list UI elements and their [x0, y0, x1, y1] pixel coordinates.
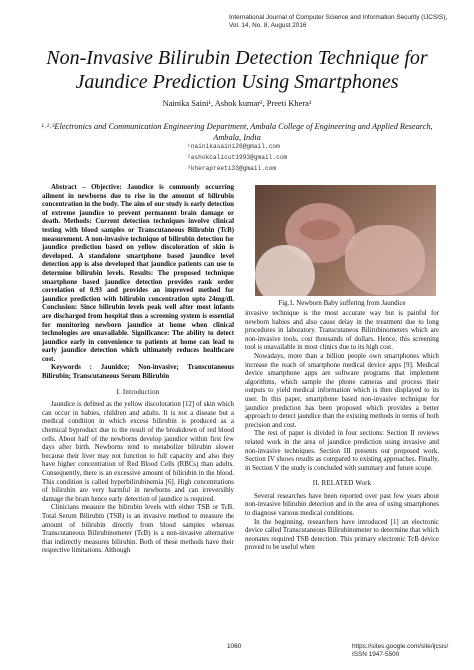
section-heading-related-work: II. RELATED Work — [312, 480, 372, 488]
footer-issn: ISSN 1947-5500 — [352, 651, 400, 659]
right-column — [245, 310, 439, 553]
section-heading-introduction: I. Introduction — [116, 388, 160, 396]
page-number: 1060 — [227, 643, 242, 650]
related-paragraph-2: In the beginning, researchers have introduced [1] an electronic device called Transcutaneous Bilirubinometer to determine that which neonates required TSB detection. This primary electronic TcB device proved to be useful when — [245, 518, 439, 552]
journal-name: International Journal of Computer Science and Information Security (IJCSIS), — [229, 14, 448, 21]
authors: Nainika Saini¹, Ashok kumar², Preeti Khera³ — [162, 99, 312, 108]
right-paragraph-3: The rest of paper is divided in four sections: Section II reviews related work in the area of jaundice prediction using invasive and non-invasive techniques. Section III presents our proposed work. Section IV shows results as compared to existing approaches. Finally, in Section V the study is concluded with summary and future scope. — [245, 430, 439, 472]
affiliation: ¹˒²˒³Electronics and Communication Engineering Department, Ambala College of Engineering and Applied Research, Ambala, India — [41, 122, 433, 142]
keywords: Keywords : Jaunidce; Non-invasive; Transcutaneous Bilirubin; Transcutaneous Serum Bilirubin — [42, 364, 234, 381]
intro-paragraph-2: Clinicians measure the bilirubin levels with either TSB or TcB. Total Serum Bilirubin (TSB) is an invasive method to measure the amount of bilirubin directly from blood samples whereas Transcutaneous Bilirubinometer (TcB) is a non-invasive alternative that indirectly measures bilirubin. Both of these methods have their respective limitations. Although — [42, 504, 234, 555]
abstract: Abstract – Objective: Jaundice is commonly occurring ailment in newborns due to rise in the amount of bilirubin concentration in the body. The aim of our study is early detection of extreme jaundice to prevent permanent brain damage or death. Methods: Current detection techniques involve clinical testing with blood samples or Transcutaneous Bilirubin (TcB) measurement. A non-invasive technique of bilirubin detection for jaundice prediction based on yellow discoloration of skin is developed. A standalone smartphone based jaundice level detection app is also developed that jaundice patients can use to determine bilirubin levels. Results: The proposed technique smartphone based jaundice detection provides rank order correlation of 0.93 and provides an improved method for jaundice prediction with bilirubin concentration upto 24mg/dl. Conclusion: Since bilirubin levels peak well after most infants are discharged from hospital thus a screening system is essential for monitoring newborn jaundice at home when clinical technologies are unavailable. Significance: The ability to detect jaundice early in convenience to patients at home can lead to early jaundice detection which ultimately reduces healthcare cost. — [42, 184, 234, 363]
email-2: ²ashokcalicut1993@gmail.com — [187, 154, 288, 161]
footer-url[interactable]: https://sites.google.com/site/ijcsis/ — [352, 643, 449, 650]
footer — [352, 643, 448, 660]
right-paragraph-2: Nowadays, more than a billion people own smartphones which increase the reach of smartphone medical device apps [9]. Medical device smartphone apps are software programs that implement algorithms, which sample the phone cameras and process their outputs to yield medical information which is then displayed to its user. In this paper, smartphone based non-invasive technique for jaundice prediction has been proposed which provides a better approach to detect jaundice than the existing methods in terms of both precision and cost. — [245, 352, 439, 429]
email-3: ³kherapreeti33@gmail.com — [187, 165, 277, 172]
right-paragraph-1: invasive technique is the most accurate way but is painful for newborn babies and also cause delay in the treatment due to long procedures in laboratory. Transcutaneos Bilirubinometers which are non-invasive tools, cost thousands of dollars. Hence, this screening tool is unavailable in most clinics due to its high cost. — [245, 310, 439, 352]
intro-paragraph-1: Jaundice is defined as the yellow discoloration [12] of skin which can occur in babies, children and adults. It is not a disease but a medical condition in which excess bilirubin is produced as a chemical byproduct due to the result of the breakdown of red blood cells. About half of the newborns develop jaundice within first few days after birth. Newborns tend to metabolize bilirubin slower because their liver may not function to full capacity and also they have higher concentration of Red Blood Cells (RBCs) than adults. Consequently, there is an excessive amount of bilirubin in the blood. This condition is called hyperbilirubinemia [6]. High concentrations of bilirubin are very harmful in newborns and can irreversibly damage the brain hence early detection of jaundice is required. — [42, 401, 234, 503]
paper-title: Non-Invasive Bilirubin Detection Technique for Jaundice Prediction Using Smartphones — [46, 47, 428, 93]
related-paragraph-1: Several researches have been reported over past few years about non-invasive bilirubin detection and in the area of using smartphones to diagnose various medical conditions. — [245, 492, 439, 518]
email-list — [187, 141, 327, 174]
journal-header — [229, 14, 459, 31]
figure-caption: Fig.1. Newborn Baby suffering from Jaundice — [278, 300, 406, 307]
newborn-photo — [255, 185, 436, 296]
email-1: ¹nainikasaini26@gmail.com — [187, 143, 280, 150]
left-column — [42, 184, 234, 556]
journal-issue: Vol. 14, No. 8, August 2016 — [229, 22, 307, 30]
